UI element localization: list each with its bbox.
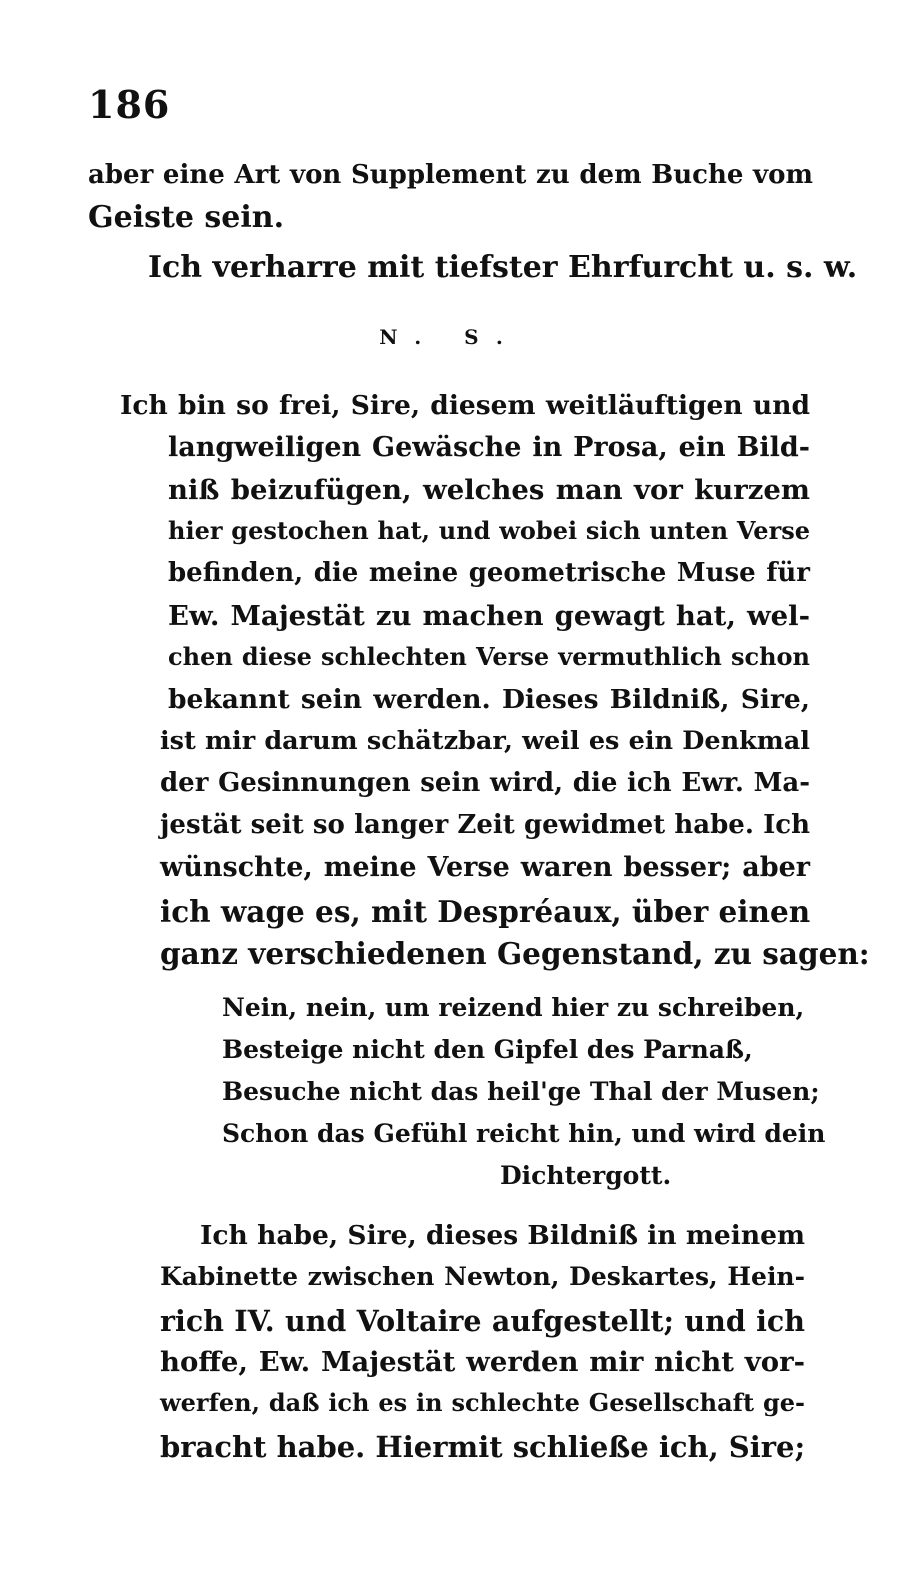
paragraph-line: niß beizufügen, welches man vor kurzem — [168, 474, 810, 506]
paragraph-line: Ew. Majestät zu machen gewagt hat, wel- — [168, 600, 810, 632]
paragraph-line: ist mir darum schätzbar, weil es ein Denkmal — [160, 726, 810, 756]
paragraph-line: chen diese schlechten Verse vermuthlich schon — [168, 642, 810, 671]
paragraph-line: Ich habe, Sire, dieses Bildniß in meinem — [200, 1220, 805, 1251]
page-number: 186 — [88, 82, 171, 127]
paragraph-line: Ich bin so frei, Sire, diesem weitläuftigen und — [120, 390, 810, 421]
verse-line: Besuche nicht das heil'ge Thal der Musen; — [222, 1077, 820, 1106]
paragraph-line: der Gesinnungen sein wird, die ich Ewr. Ma- — [160, 768, 810, 798]
opening-line-2: Geiste sein. — [88, 200, 285, 235]
paragraph-line: wünschte, meine Verse waren besser; aber — [160, 852, 810, 883]
paragraph-line: rich IV. und Voltaire aufgestellt; und ich — [160, 1304, 805, 1338]
verse-line: Schon das Gefühl reicht hin, und wird dein — [222, 1119, 826, 1148]
paragraph-line: hier gestochen hat, und wobei sich unten Verse — [168, 516, 810, 545]
closing-formula: Ich verharre mit tiefster Ehrfurcht u. s. w. — [148, 250, 858, 285]
paragraph-line: hoffe, Ew. Majestät werden mir nicht vor- — [160, 1346, 805, 1378]
paragraph-line: Kabinette zwischen Newton, Deskartes, Hein- — [160, 1262, 805, 1291]
verse-line: Dichtergott. — [500, 1161, 672, 1190]
paragraph-line: ganz verschiedenen Gegenstand, zu sagen: — [160, 936, 870, 971]
paragraph-line: langweiligen Gewäsche in Prosa, ein Bild- — [168, 432, 810, 463]
paragraph-line: ich wage es, mit Despréaux, über einen — [160, 894, 811, 929]
section-heading: N. S. — [379, 325, 521, 349]
verse-line: Besteige nicht den Gipfel des Parnaß, — [222, 1035, 753, 1064]
paragraph-line: jestät seit so langer Zeit gewidmet habe. Ich — [160, 810, 810, 840]
verse-line: Nein, nein, um reizend hier zu schreiben, — [222, 993, 805, 1022]
paragraph-line: werfen, daß ich es in schlechte Gesellschaft ge- — [160, 1388, 805, 1417]
paragraph-line: bracht habe. Hiermit schließe ich, Sire; — [160, 1430, 806, 1464]
paragraph-line: bekannt sein werden. Dieses Bildniß, Sire, — [168, 684, 810, 715]
opening-line-1: aber eine Art von Supplement zu dem Buche vom — [88, 160, 813, 190]
paragraph-line: befinden, die meine geometrische Muse für — [168, 558, 810, 588]
